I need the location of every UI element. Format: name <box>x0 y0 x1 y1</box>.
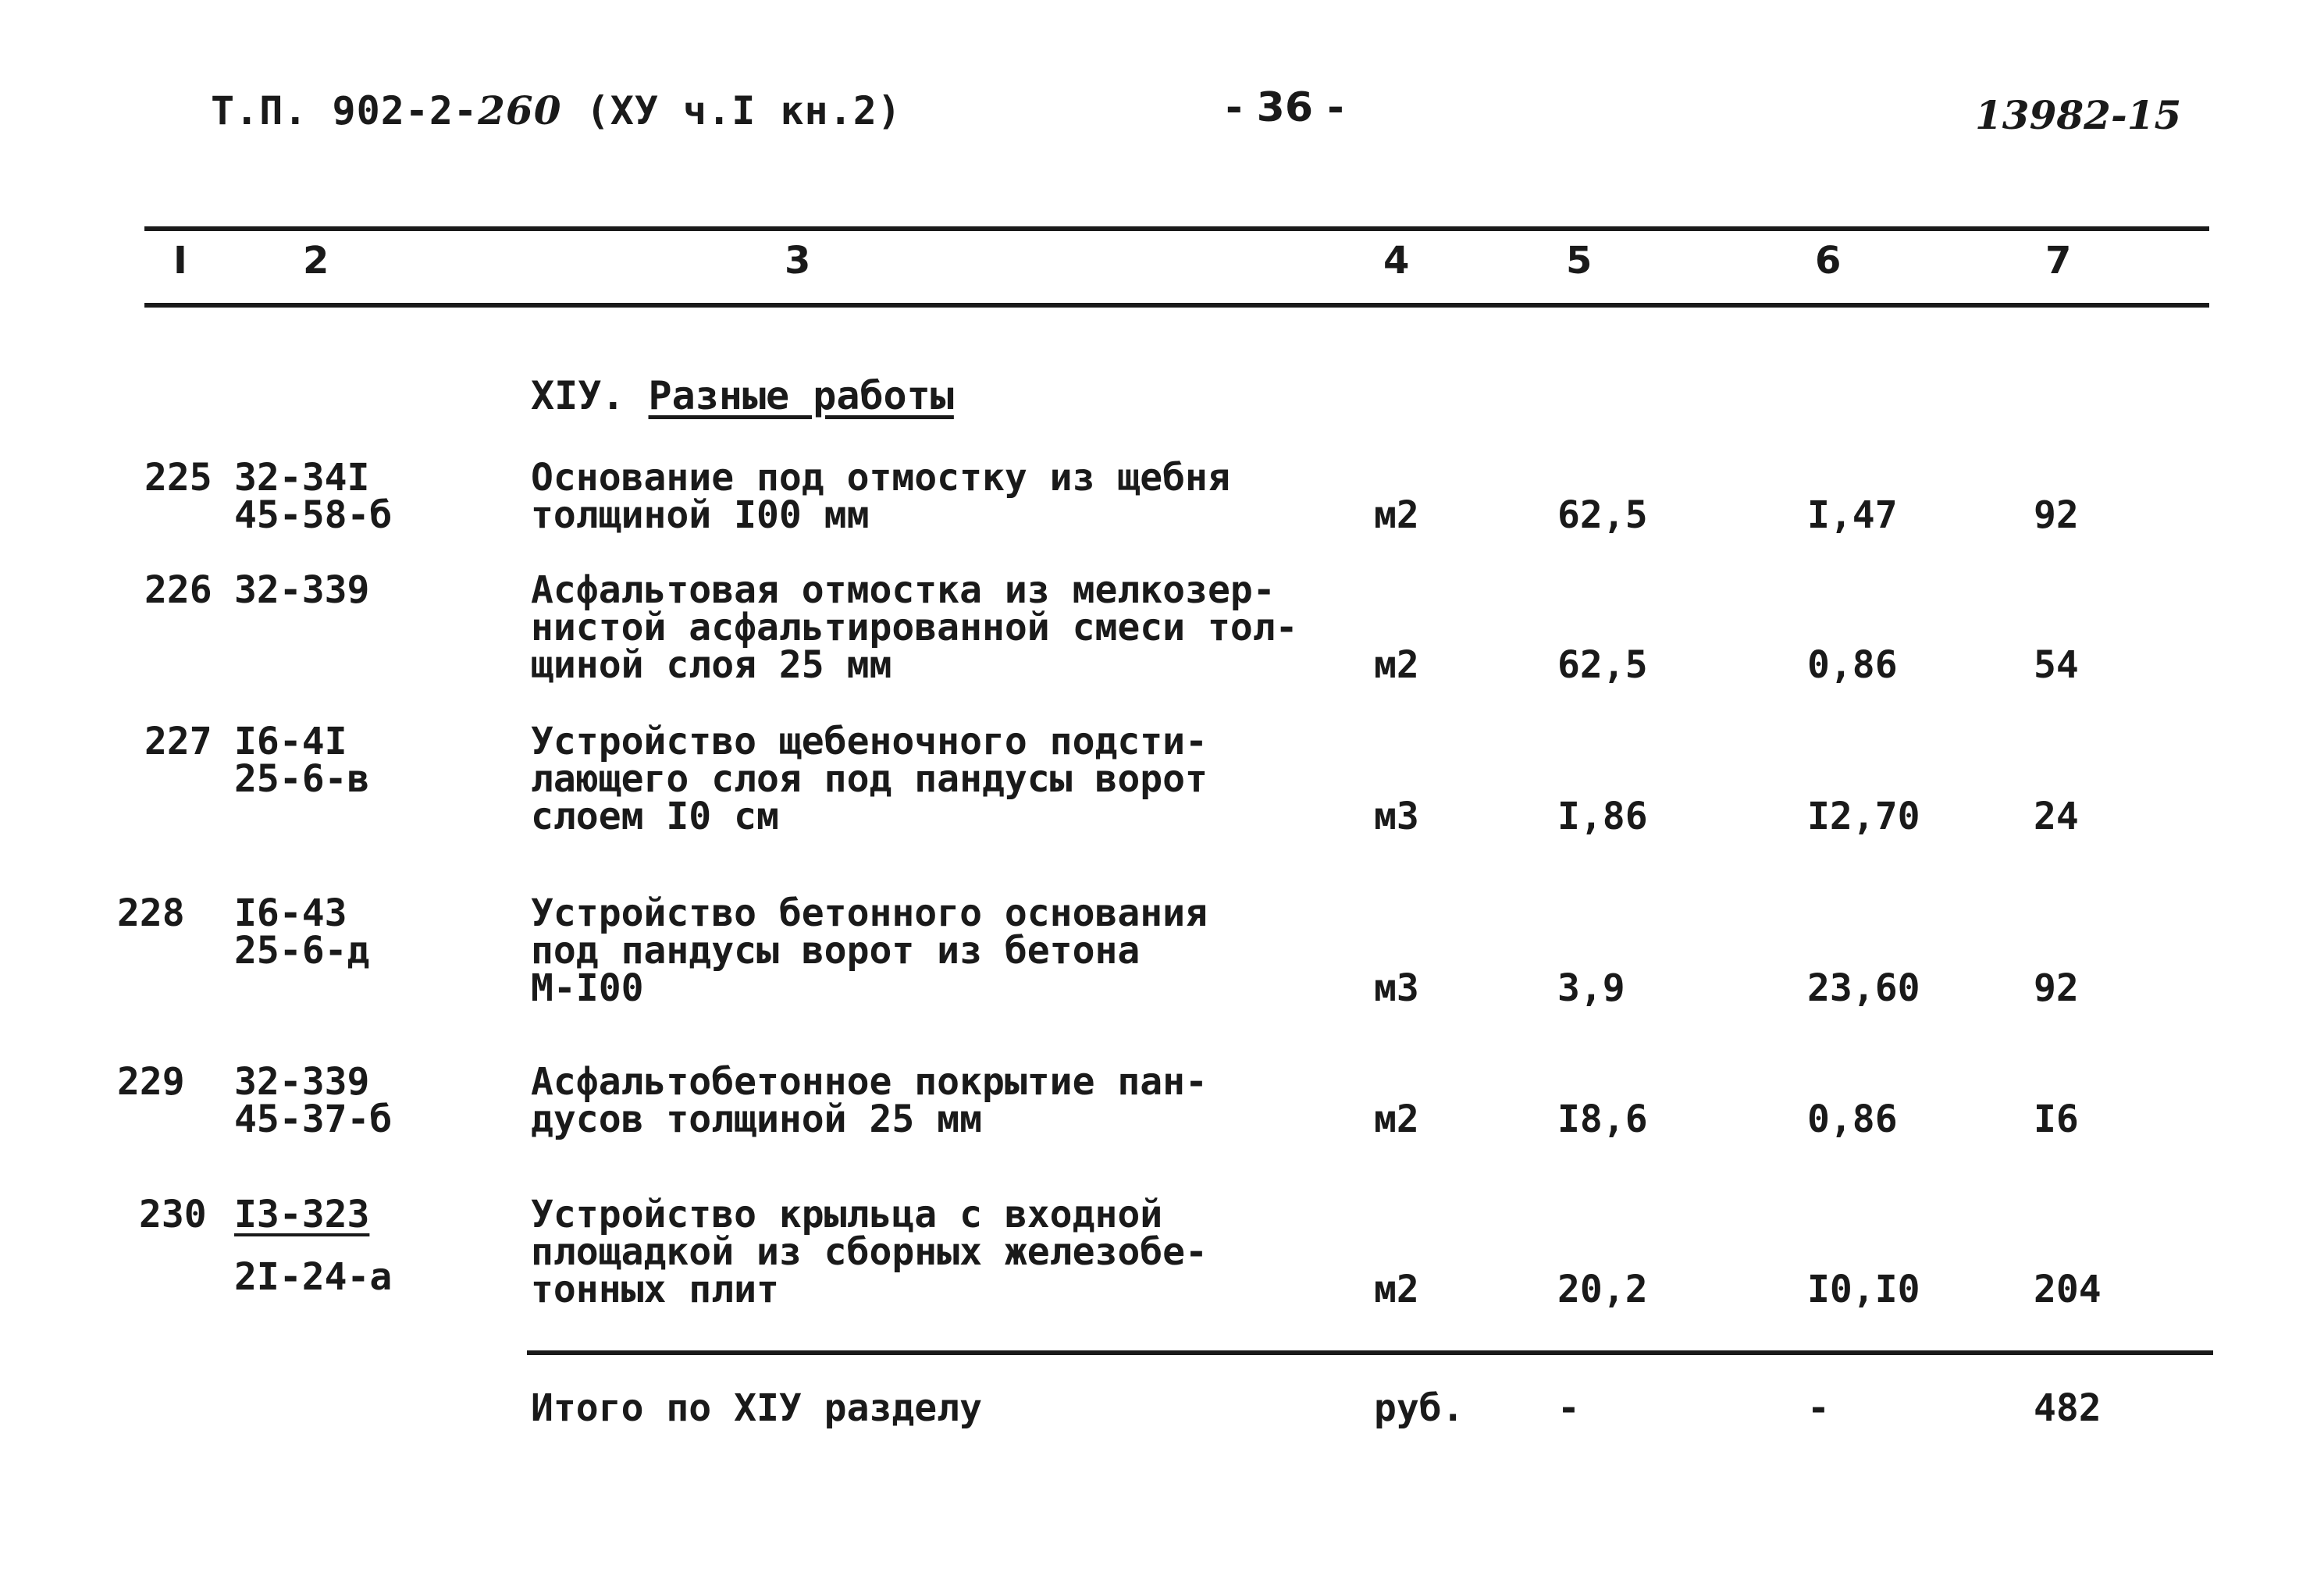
table-header-bottom-rule <box>144 303 2209 308</box>
row-description: площадкой из сборных железобе- <box>531 1230 1208 1274</box>
row-total: 54 <box>2034 643 2079 687</box>
row-code: I6-43 <box>234 891 347 935</box>
row-description: слоем I0 см <box>531 795 779 838</box>
row-price: 23,60 <box>1807 966 1920 1010</box>
column-header-5: 5 <box>1566 239 1593 283</box>
row-description: щиной слоя 25 мм <box>531 643 892 687</box>
row-unit: м2 <box>1374 493 1419 537</box>
row-code: 25-6-в <box>234 757 370 801</box>
column-header-4: 4 <box>1383 239 1410 283</box>
summary-price: - <box>1807 1386 1830 1430</box>
row-unit: м3 <box>1374 966 1419 1010</box>
row-total: I6 <box>2034 1098 2079 1141</box>
row-quantity: 62,5 <box>1557 643 1648 687</box>
row-code: 25-6-д <box>234 929 370 973</box>
summary-rule <box>527 1350 2213 1355</box>
row-price: 0,86 <box>1807 1098 1898 1141</box>
row-price: I0,I0 <box>1807 1268 1920 1311</box>
archive-number: 13982-15 <box>1975 92 2182 138</box>
row-quantity: 3,9 <box>1557 966 1625 1010</box>
row-code: 32-339 <box>234 1060 370 1104</box>
row-number: 229 <box>117 1060 185 1104</box>
row-number: 225 <box>144 456 212 500</box>
row-number: 230 <box>139 1193 207 1236</box>
row-code: 32-339 <box>234 568 370 612</box>
row-description: под пандусы ворот из бетона <box>531 929 1141 973</box>
row-unit: м2 <box>1374 1098 1419 1141</box>
row-quantity: 62,5 <box>1557 493 1648 537</box>
row-description: Основание под отмостку из щебня <box>531 456 1230 500</box>
row-quantity: I,86 <box>1557 795 1648 838</box>
row-total: 92 <box>2034 966 2079 1010</box>
row-quantity: I8,6 <box>1557 1098 1648 1141</box>
row-description: дусов толщиной 25 мм <box>531 1098 982 1141</box>
row-description: Асфальтобетонное покрытие пан- <box>531 1060 1208 1104</box>
row-description: Устройство крыльца с входной <box>531 1193 1163 1236</box>
document-code: Т.П. 902-2-260 (ХУ ч.I кн.2) <box>211 87 902 133</box>
summary-quantity: - <box>1557 1386 1580 1430</box>
summary-total: 482 <box>2034 1386 2102 1430</box>
row-code: I6-4I <box>234 720 347 763</box>
column-header-7: 7 <box>2045 239 2072 283</box>
row-code: 2I-24-а <box>234 1255 393 1299</box>
table-top-rule <box>144 226 2209 231</box>
row-description: М-I00 <box>531 966 644 1010</box>
row-code: 45-58-б <box>234 493 393 537</box>
row-unit: м2 <box>1374 1268 1419 1311</box>
row-description: толщиной I00 мм <box>531 493 870 537</box>
row-price: I2,70 <box>1807 795 1920 838</box>
row-price: 0,86 <box>1807 643 1898 687</box>
row-total: 92 <box>2034 493 2079 537</box>
column-header-3: 3 <box>785 239 811 283</box>
row-unit: м3 <box>1374 795 1419 838</box>
row-description: лающего слоя под пандусы ворот <box>531 757 1208 801</box>
column-header-6: 6 <box>1815 239 1842 283</box>
row-price: I,47 <box>1807 493 1898 537</box>
summary-unit: руб. <box>1374 1386 1465 1430</box>
row-code: I3-323 <box>234 1193 370 1236</box>
row-code: 32-34I <box>234 456 370 500</box>
row-description: тонных плит <box>531 1268 779 1311</box>
row-number: 228 <box>117 891 185 935</box>
row-description: Устройство бетонного основания <box>531 891 1208 935</box>
row-number: 226 <box>144 568 212 612</box>
column-header-2: 2 <box>303 239 329 283</box>
row-total: 204 <box>2034 1268 2102 1311</box>
row-description: Асфальтовая отмостка из мелкозер- <box>531 568 1276 612</box>
row-unit: м2 <box>1374 643 1419 687</box>
column-header-1: I <box>173 239 187 283</box>
row-quantity: 20,2 <box>1557 1268 1648 1311</box>
page-number: - 36 - <box>1226 84 1344 131</box>
row-total: 24 <box>2034 795 2079 838</box>
row-description: нистой асфальтированной смеси тол- <box>531 606 1298 649</box>
row-number: 227 <box>144 720 212 763</box>
row-description: Устройство щебеночного подсти- <box>531 720 1208 763</box>
summary-label: Итого по ХIУ разделу <box>531 1386 982 1430</box>
row-code: 45-37-б <box>234 1098 393 1141</box>
section-title: ХIУ. Разные работы <box>531 373 954 418</box>
